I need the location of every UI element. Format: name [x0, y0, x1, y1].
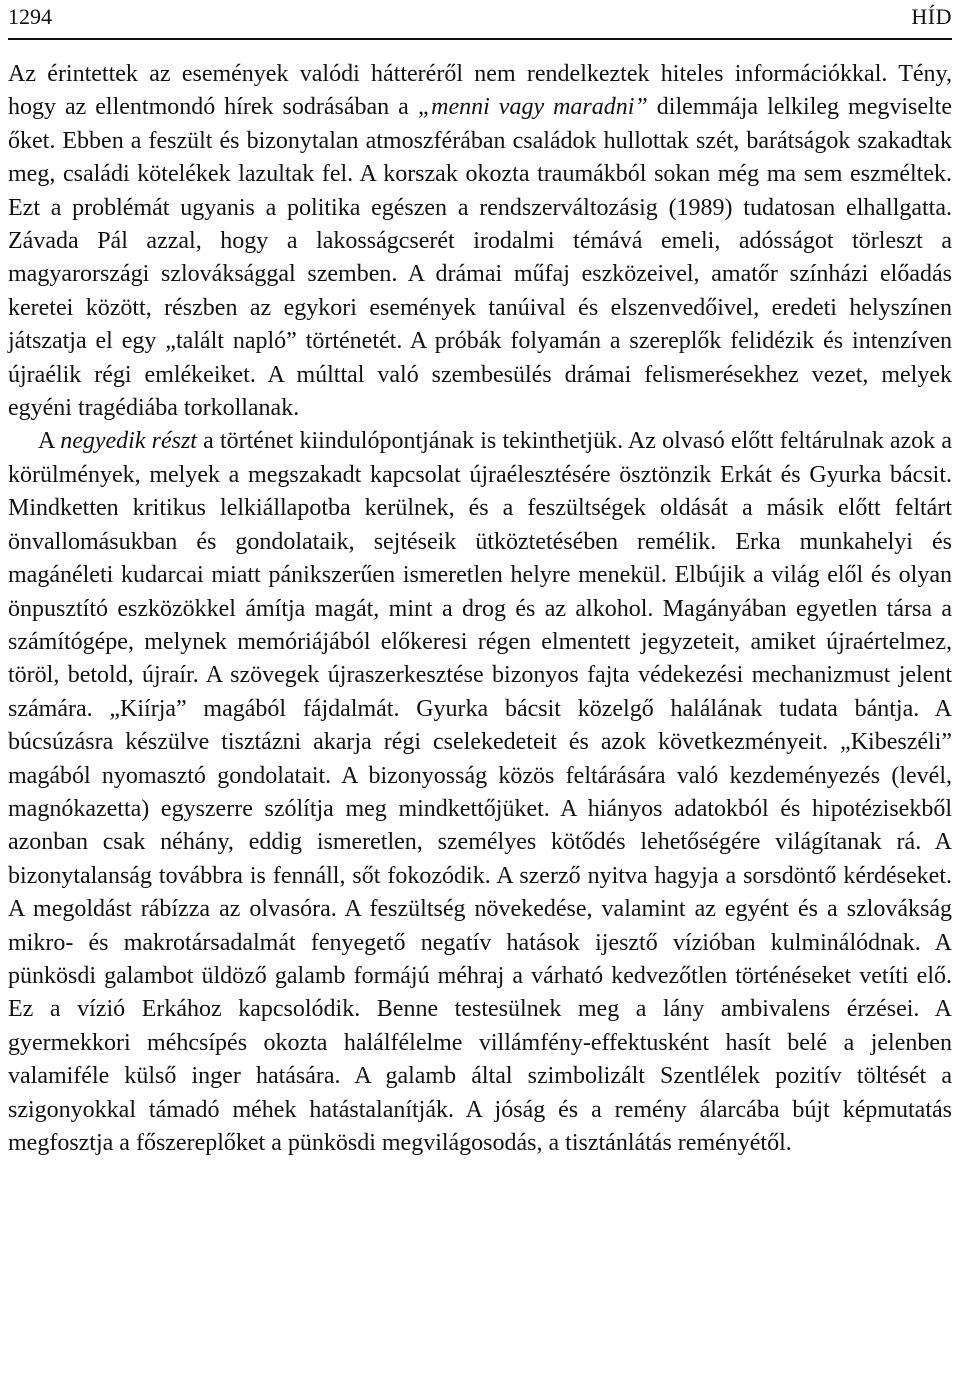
journal-title: HÍD	[911, 4, 952, 29]
paragraph-text: a történet kiindulópontjának is tekinthetjük. Az olvasó előtt feltárulnak azok a körülmények, melyek a megszakadt kapcsolat újraélesztésére ösztönzik Erkát és Gyurka bácsit. Mindketten kritikus lelkiállapotba kerülnek, és a feszültségek oldását a másik előtt feltárt önvallomásukban és gondolataik, sejtéseik ütköztetésében remélik. Erka munkahelyi és magánéleti kudarcai miatt pánikszerűen ismeretlen helyre menekül. Elbújik a világ elől és olyan önpusztító eszközökkel ámítja magát, mint a drog és az alkohol. Magányában egyetlen társa a számítógépe, melynek memóriájából előkeresi régen elmentett jegyzeteit, amiket újraértelmez, töröl, betold, újraír. A szövegek újraszerkesztése bizonyos fajta védekezési mechanizmust jelent számára. „Kiírja” magából fájdalmát. Gyurka bácsit közelgő halálának tudata bántja. A búcsúzásra készülve tisztázni akarja régi cselekedeteit és azok következményeit. „Kibeszéli” magából nyomasztó gondolatait. A bizonyosság közös feltárására való kezdeményezés (levél, magnókazetta) egyszerre szólítja meg mindkettőjüket. A hiányos adatokból és hipotézisekből azonban csak néhány, eddig ismeretlen, személyes kötődés lehetőségére világítanak rá. A bizonytalanság továbbra is fennáll, sőt fokozódik. A szerző nyitva hagyja a sorsdöntő kérdéseket. A megoldást rábízza az olvasóra. A feszültség növekedése, valamint az egyént és a szlovákság mikro- és makrotársadalmát fenyegető negatív hatások ijesztő vízióban kulminálódnak. A pünkösdi galambot üldöző galamb formájú méhraj a várható kedvezőtlen történéseket vetíti elő. Ez a vízió Erkához kapcsolódik. Benne testesülnek meg a lány ambivalens érzései. A gyermekkori méhcsípés okozta halálfélelme villámfény-effektusként hasít belé a jelenben valamiféle külső inger hatására. A galamb által szimbolizált Szentlélek pozitív töltését a szigonyokkal támadó méhek hatástalanítják. A jóság és a remény álarcába bújt képmutatás megfosztja a főszereplőket a pünkösdi megvilágosodás, a tisztánlátás reményétől.	[8, 428, 952, 1156]
running-header	[8, 2, 952, 32]
italic-phrase: negyedik részt	[60, 428, 197, 455]
paragraph	[8, 425, 952, 1160]
paragraph	[8, 58, 952, 425]
article-body	[8, 58, 952, 1160]
paragraph-text: A	[38, 428, 61, 455]
page-number: 1294	[8, 4, 52, 29]
paragraph-text: dilemmája lelkileg megviselte őket. Ebben a feszült és bizonytalan atmoszférában családok hullottak szét, barátságok szakadtak meg, családi kötelékek lazultak fel. A korszak okozta traumákból sokan még ma sem eszméltek. Ezt a problémát ugyanis a politika egészen a rendszerváltozásig (1989) tudatosan elhallgatta. Závada Pál azzal, hogy a lakosságcserét irodalmi témává emeli, adósságot törleszt a magyarországi szlováksággal szemben. A drámai műfaj eszközeivel, amatőr színházi előadás keretei között, részben az egykori események tanúival és elszenvedőivel, eredeti helyszínen játszatja el egy „talált napló” történetét. A próbák folyamán a szereplők felidézik és intenzíven újraélik régi emlékeiket. A múlttal való szembesülés drámai felismerésekhez vezet, melyek egyéni tragédiába torkollanak.	[8, 94, 953, 422]
header-rule	[8, 38, 952, 40]
italic-phrase: „menni vagy maradni”	[417, 94, 648, 121]
paragraph-text: Az érintettek az események valódi hátteréről nem rendelkeztek hiteles információkkal. Tény, hogy az ellentmondó hírek sodrásában a	[8, 61, 952, 121]
